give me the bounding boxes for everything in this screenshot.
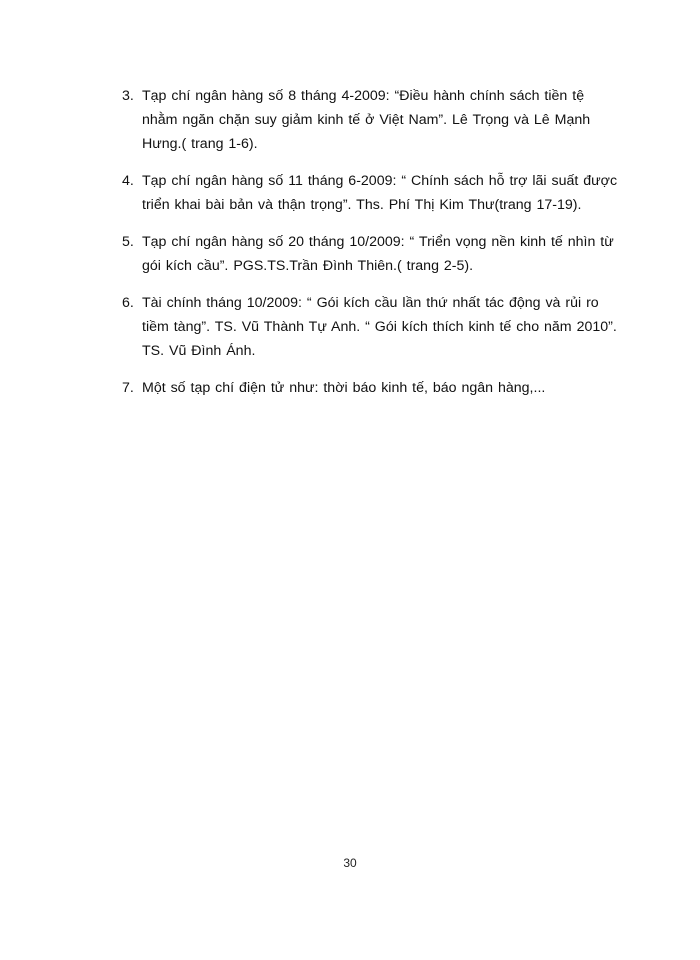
reference-number: 4. (122, 173, 134, 189)
reference-text: Tạp chí ngân hàng số 20 tháng 10/2009: “ Triển vọng nền kinh tế nhìn từ gói kích cầu”. PGS.TS.Trần Đình Thiên.( trang 2-5). (142, 234, 614, 274)
reference-text: Một số tạp chí điện tử như: thời báo kinh tế, báo ngân hàng,... (142, 380, 546, 396)
reference-text: Tài chính tháng 10/2009: “ Gói kích cầu lần thứ nhất tác động và rủi ro tiềm tàng”. TS. Vũ Thành Tự Anh. “ Gói kích thích kinh tế cho năm 2010”. TS. Vũ Đình Ánh. (142, 295, 617, 359)
reference-number: 5. (122, 234, 134, 250)
reference-item (122, 169, 618, 217)
reference-item (122, 291, 618, 363)
reference-number: 6. (122, 295, 134, 311)
reference-item (122, 230, 618, 278)
reference-number: 3. (122, 88, 134, 104)
page-number: 30 (343, 856, 357, 870)
reference-text: Tạp chí ngân hàng số 8 tháng 4-2009: “Điều hành chính sách tiền tệ nhằm ngăn chặn suy giảm kinh tế ở Việt Nam”. Lê Trọng và Lê Mạnh Hưng.( trang 1-6). (142, 88, 591, 152)
reference-item (122, 84, 618, 156)
reference-list (122, 84, 618, 413)
reference-text: Tạp chí ngân hàng số 11 tháng 6-2009: “ Chính sách hỗ trợ lãi suất được triển khai bài bản và thận trọng”. Ths. Phí Thị Kim Thư(trang 17-19). (142, 173, 618, 213)
reference-item (122, 376, 618, 400)
reference-number: 7. (122, 380, 134, 396)
